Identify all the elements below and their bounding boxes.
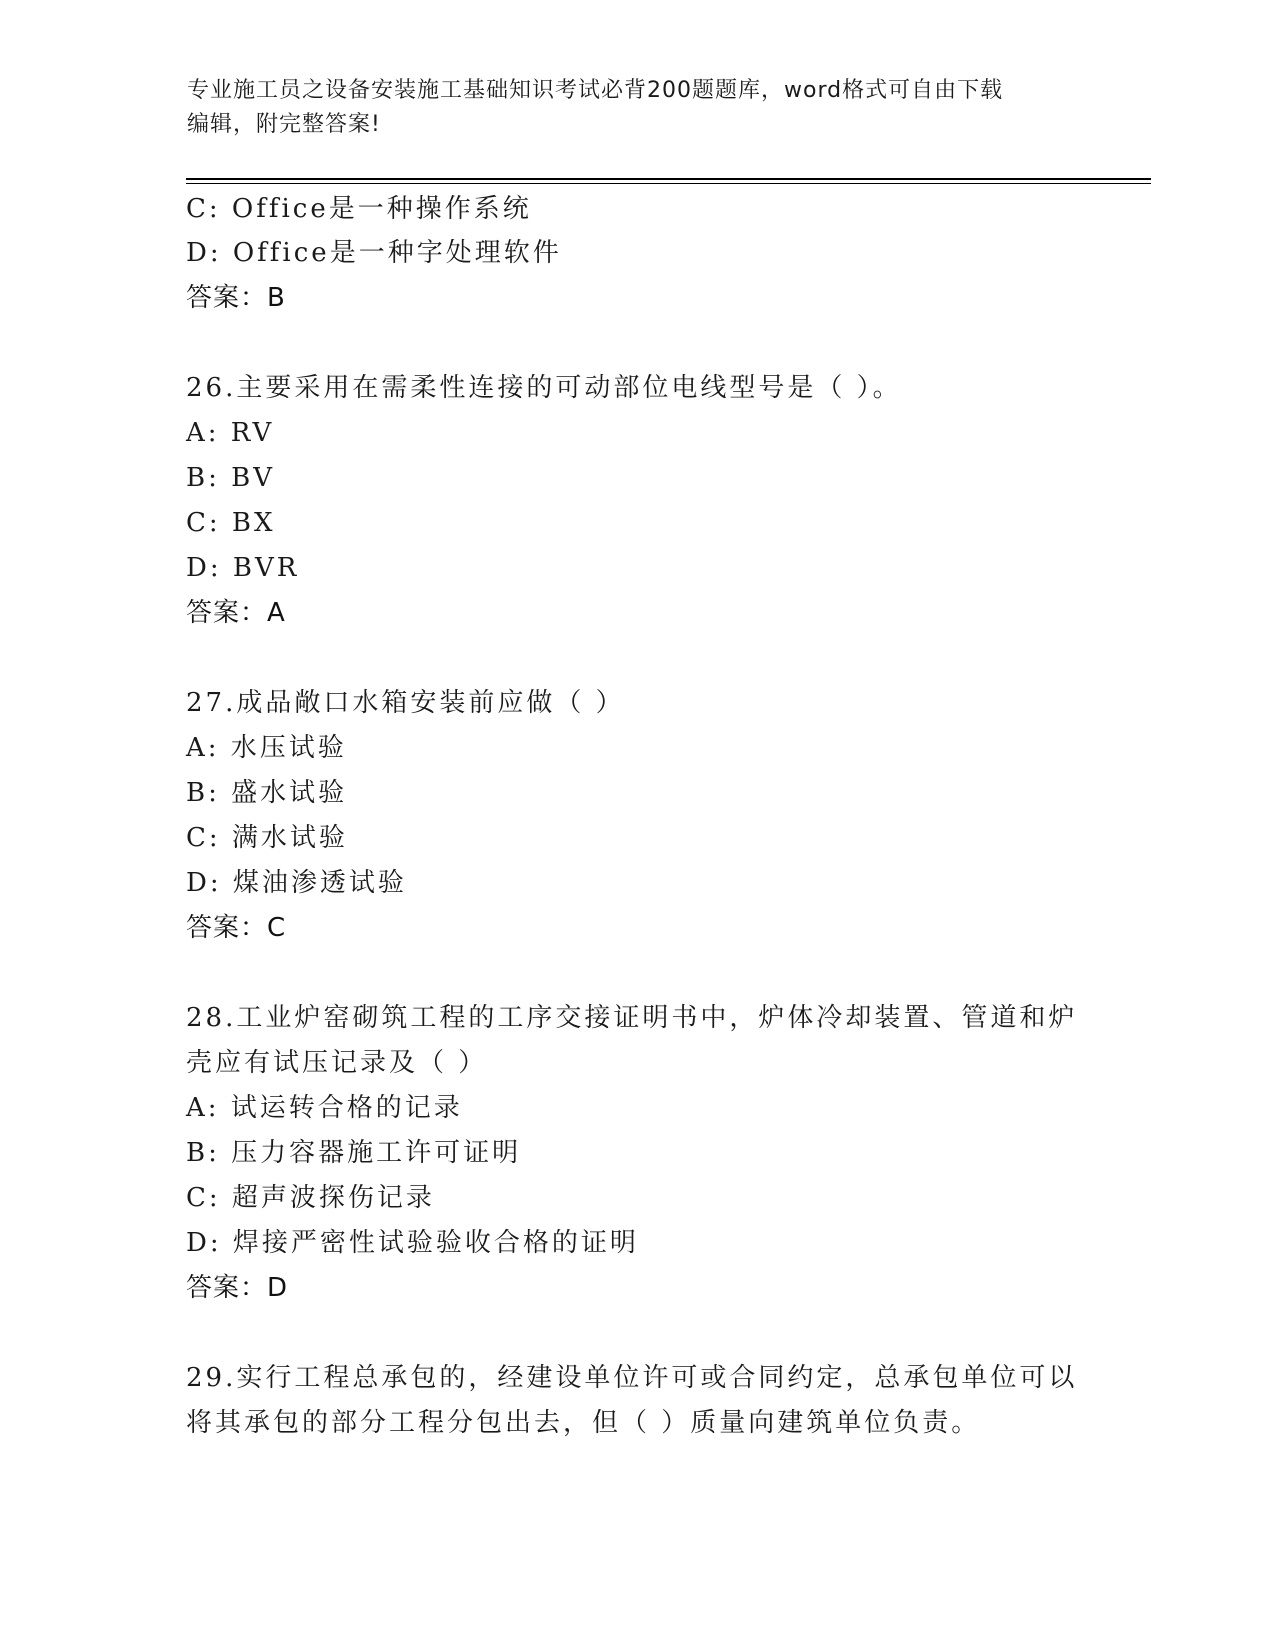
q28-answer: 答案：D [186, 1273, 289, 1303]
q27-option-b: B: 盛水试验 [186, 778, 348, 808]
q27-answer: 答案：C [186, 913, 287, 943]
q25-option-d: D: Office是一种字处理软件 [186, 238, 562, 268]
q26-option-a: A: RV [186, 418, 275, 448]
q27-stem: 27.成品敞口水箱安装前应做（ ） [186, 688, 625, 718]
q26-option-d: D: BVR [186, 553, 300, 583]
q28-stem-line-2: 壳应有试压记录及（ ） [186, 1048, 488, 1078]
q27-option-c: C: 满水试验 [186, 823, 348, 853]
document-header [187, 74, 1067, 142]
q25-answer: 答案：B [186, 283, 286, 313]
q28-option-c: C: 超声波探伤记录 [186, 1183, 435, 1213]
q28-option-b: B: 压力容器施工许可证明 [186, 1138, 522, 1168]
header-divider-thin [186, 183, 1151, 184]
header-title-line-1: 专业施工员之设备安装施工基础知识考试必背200题题库，word格式可自由下载 [187, 78, 1004, 103]
q27-option-a: A: 水压试验 [186, 733, 347, 763]
header-title-line-2: 编辑，附完整答案! [187, 112, 381, 137]
q26-answer: 答案：A [186, 598, 286, 628]
q28-stem-line-1: 28.工业炉窑砌筑工程的工序交接证明书中，炉体冷却装置、管道和炉 [186, 1003, 1078, 1033]
q29-stem-line-1: 29.实行工程总承包的，经建设单位许可或合同约定，总承包单位可以 [186, 1363, 1078, 1393]
q28-option-d: D: 焊接严密性试验验收合格的证明 [186, 1228, 639, 1258]
q28-option-a: A: 试运转合格的记录 [186, 1093, 463, 1123]
q25-option-c: C: Office是一种操作系统 [186, 194, 532, 224]
q26-option-b: B: BV [186, 463, 276, 493]
q26-option-c: C: BX [186, 508, 276, 538]
q26-stem: 26.主要采用在需柔性连接的可动部位电线型号是（ ）。 [186, 373, 902, 403]
header-divider-thick [186, 178, 1151, 180]
q27-option-d: D: 煤油渗透试验 [186, 868, 407, 898]
q29-stem-line-2: 将其承包的部分工程分包出去，但（ ）质量向建筑单位负责。 [186, 1408, 981, 1438]
